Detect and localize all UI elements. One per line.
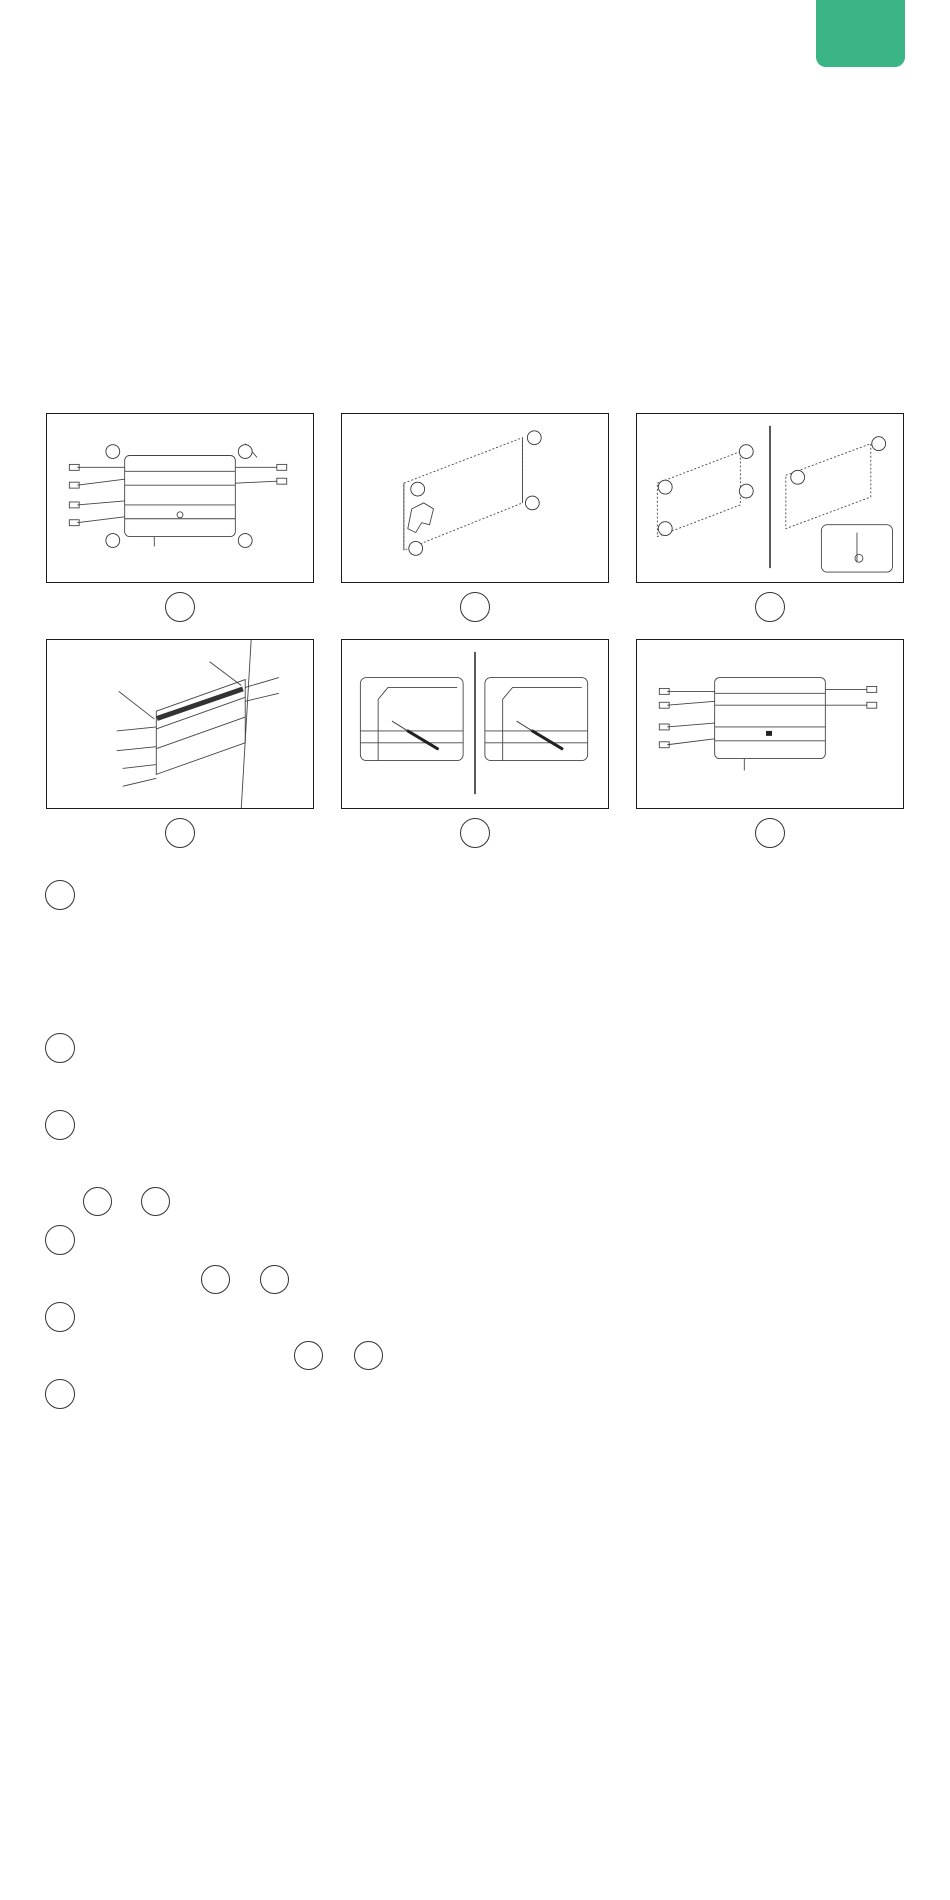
- step-2-marker: [45, 1033, 75, 1063]
- step-3-figure-ref-b: [141, 1187, 170, 1216]
- figure-drill-holes: [341, 413, 609, 583]
- drill-illustration: [342, 414, 608, 582]
- anchors-illustration: [637, 414, 903, 582]
- step-5-figure-ref-a: [294, 1341, 323, 1370]
- step-6-marker: [45, 1379, 75, 1409]
- figure-3-step-marker: [755, 592, 785, 622]
- figure-tighten-screws: [341, 639, 609, 809]
- figure-1-step-marker: [165, 592, 195, 622]
- figure-inverter-cables: [46, 413, 314, 583]
- inverter-top-view-illustration: [47, 414, 313, 582]
- inverter-front-illustration: [637, 640, 903, 808]
- figure-anchors: [636, 413, 904, 583]
- figure-5-step-marker: [460, 818, 490, 848]
- screwdriver-illustration: [342, 640, 608, 808]
- step-3-figure-ref-a: [83, 1187, 112, 1216]
- step-1-marker: [45, 880, 75, 910]
- step-4-figure-ref-b: [260, 1265, 289, 1294]
- step-5-figure-ref-b: [354, 1341, 383, 1370]
- section-tab: [816, 0, 905, 67]
- figure-6-step-marker: [755, 818, 785, 848]
- step-4-marker: [45, 1225, 75, 1255]
- step-5-marker: [45, 1302, 75, 1332]
- figure-4-step-marker: [165, 818, 195, 848]
- figure-inverter-mounted: [636, 639, 904, 809]
- figure-2-step-marker: [460, 592, 490, 622]
- step-3-marker: [45, 1110, 75, 1140]
- step-4-figure-ref-a: [201, 1265, 230, 1294]
- figure-mount-inverter: [46, 639, 314, 809]
- mount-illustration: [47, 640, 313, 808]
